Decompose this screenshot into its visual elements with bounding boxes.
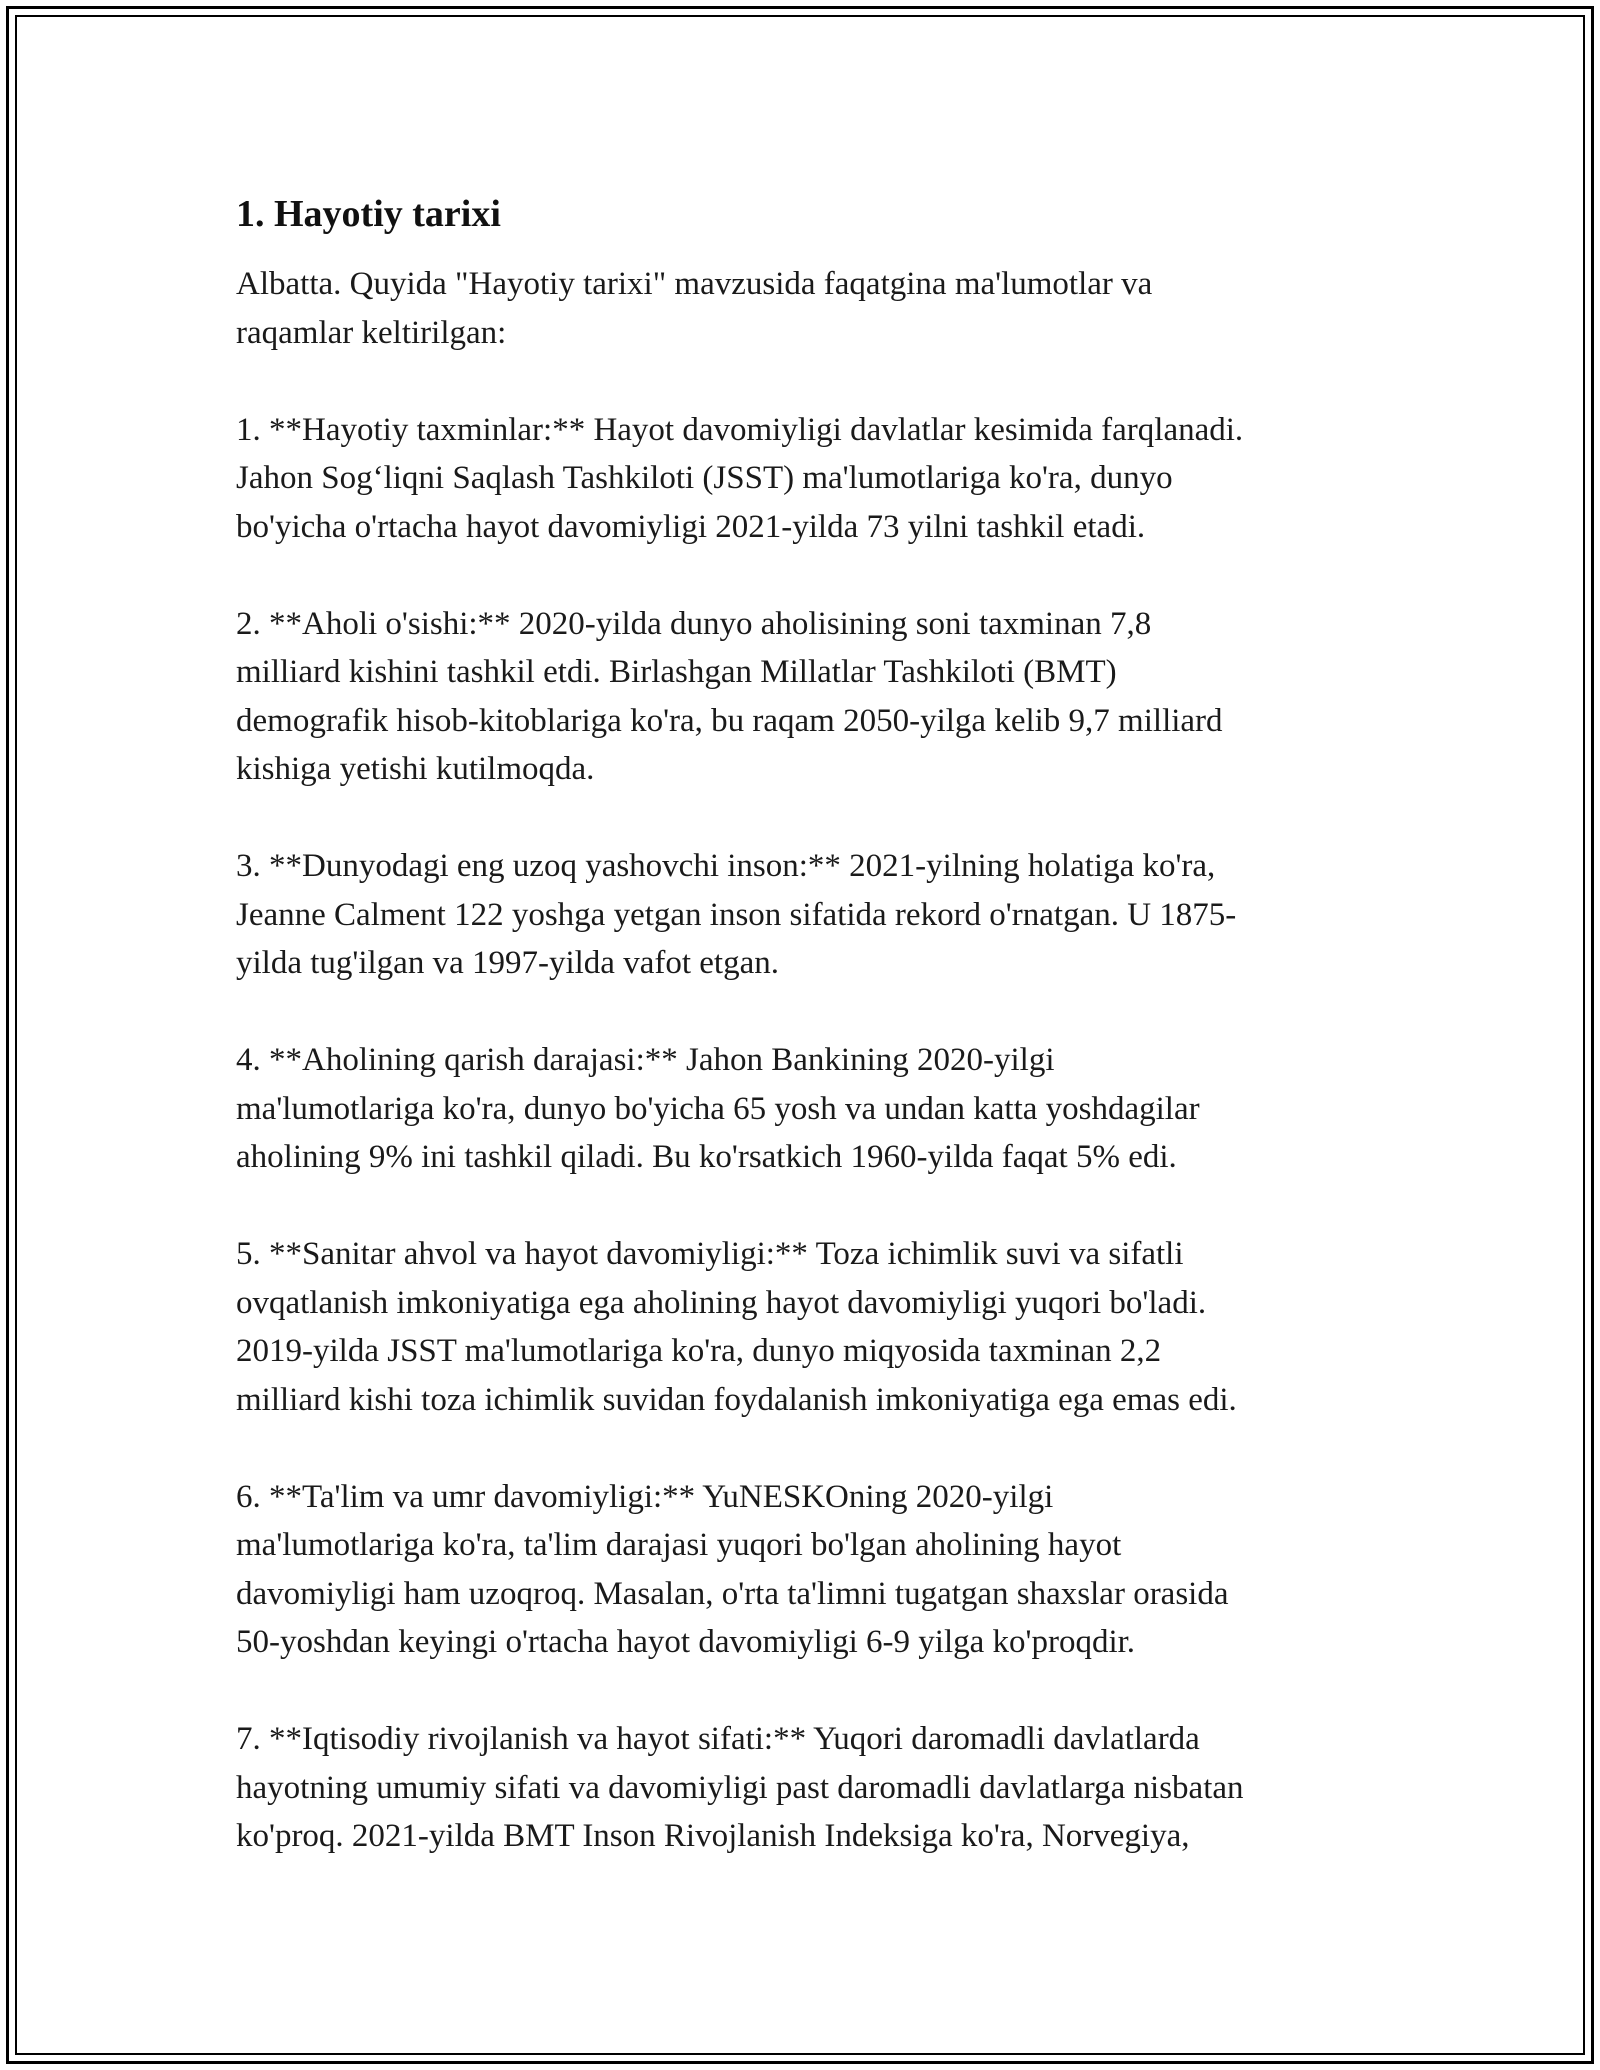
list-item-5: 5. **Sanitar ahvol va hayot davomiyligi:** Toza ichimlik suvi va sifatli ovqatlanish imkoniyatiga ega aholining hayot davomiyligi yuqori bo'ladi. 2019-yilda JSST ma'lumotlariga ko'ra, dunyo miqyosida taxminan 2,2 milliard kishi toza ichimlik suvidan foydalanish imkoniyatiga ega emas edi. (236, 1236, 1237, 1418)
list-item-1: 1. **Hayotiy taxminlar:** Hayot davomiyligi davlatlar kesimida farqlanadi. Jahon Sog‘liqni Saqlash Tashkiloti (JSST) ma'lumotlariga ko'ra, dunyo bo'yicha o'rtacha hayot davomiyligi 2021-yilda 73 yilni tashkil etadi. (236, 411, 1244, 545)
document-body (236, 190, 1376, 1861)
list-item-2: 2. **Aholi o'sishi:** 2020-yilda dunyo aholisining soni taxminan 7,8 milliard kishini tashkil etdi. Birlashgan Millatlar Tashkiloti (BMT) demografik hisob-kitoblariga ko'ra, bu raqam 2050-yilga kelib 9,7 milliard kishiga yetishi kutilmoqda. (236, 605, 1223, 787)
list-item-4: 4. **Aholining qarish darajasi:** Jahon Bankining 2020-yilgi ma'lumotlariga ko'ra, dunyo bo'yicha 65 yosh va undan katta yoshdagilar aholining 9% ini tashkil qiladi. Bu ko'rsatkich 1960-yilda faqat 5% edi. (236, 1042, 1200, 1175)
intro-paragraph: Albatta. Quyida "Hayotiy tarixi" mavzusida faqatgina ma'lumotlar va raqamlar keltirilgan: (236, 266, 1153, 351)
section-heading: 1. Hayotiy tarixi (236, 193, 501, 235)
list-item-3: 3. **Dunyodagi eng uzoq yashovchi inson:** 2021-yilning holatiga ko'ra, Jeanne Calment 122 yoshga yetgan inson sifatida rekord o'rnatgan. U 1875- yilda tug'ilgan va 1997-yilda vafot etgan. (236, 848, 1237, 981)
list-item-6: 6. **Ta'lim va umr davomiyligi:** YuNESKOning 2020-yilgi ma'lumotlariga ko'ra, ta'lim darajasi yuqori bo'lgan aholining hayot davomiyligi ham uzoqroq. Masalan, o'rta ta'limni tugatgan shaxslar orasida 50-yoshdan keyingi o'rtacha hayot davomiyligi 6-9 yilga ko'proqdir. (236, 1478, 1229, 1660)
list-item-7: 7. **Iqtisodiy rivojlanish va hayot sifati:** Yuqori daromadli davlatlarda hayotning umumiy sifati va davomiyligi past daromadli davlatlarga nisbatan ko'proq. 2021-yilda BMT Inson Rivojlanish Indeksiga ko'ra, Norvegiya, (236, 1721, 1244, 1854)
